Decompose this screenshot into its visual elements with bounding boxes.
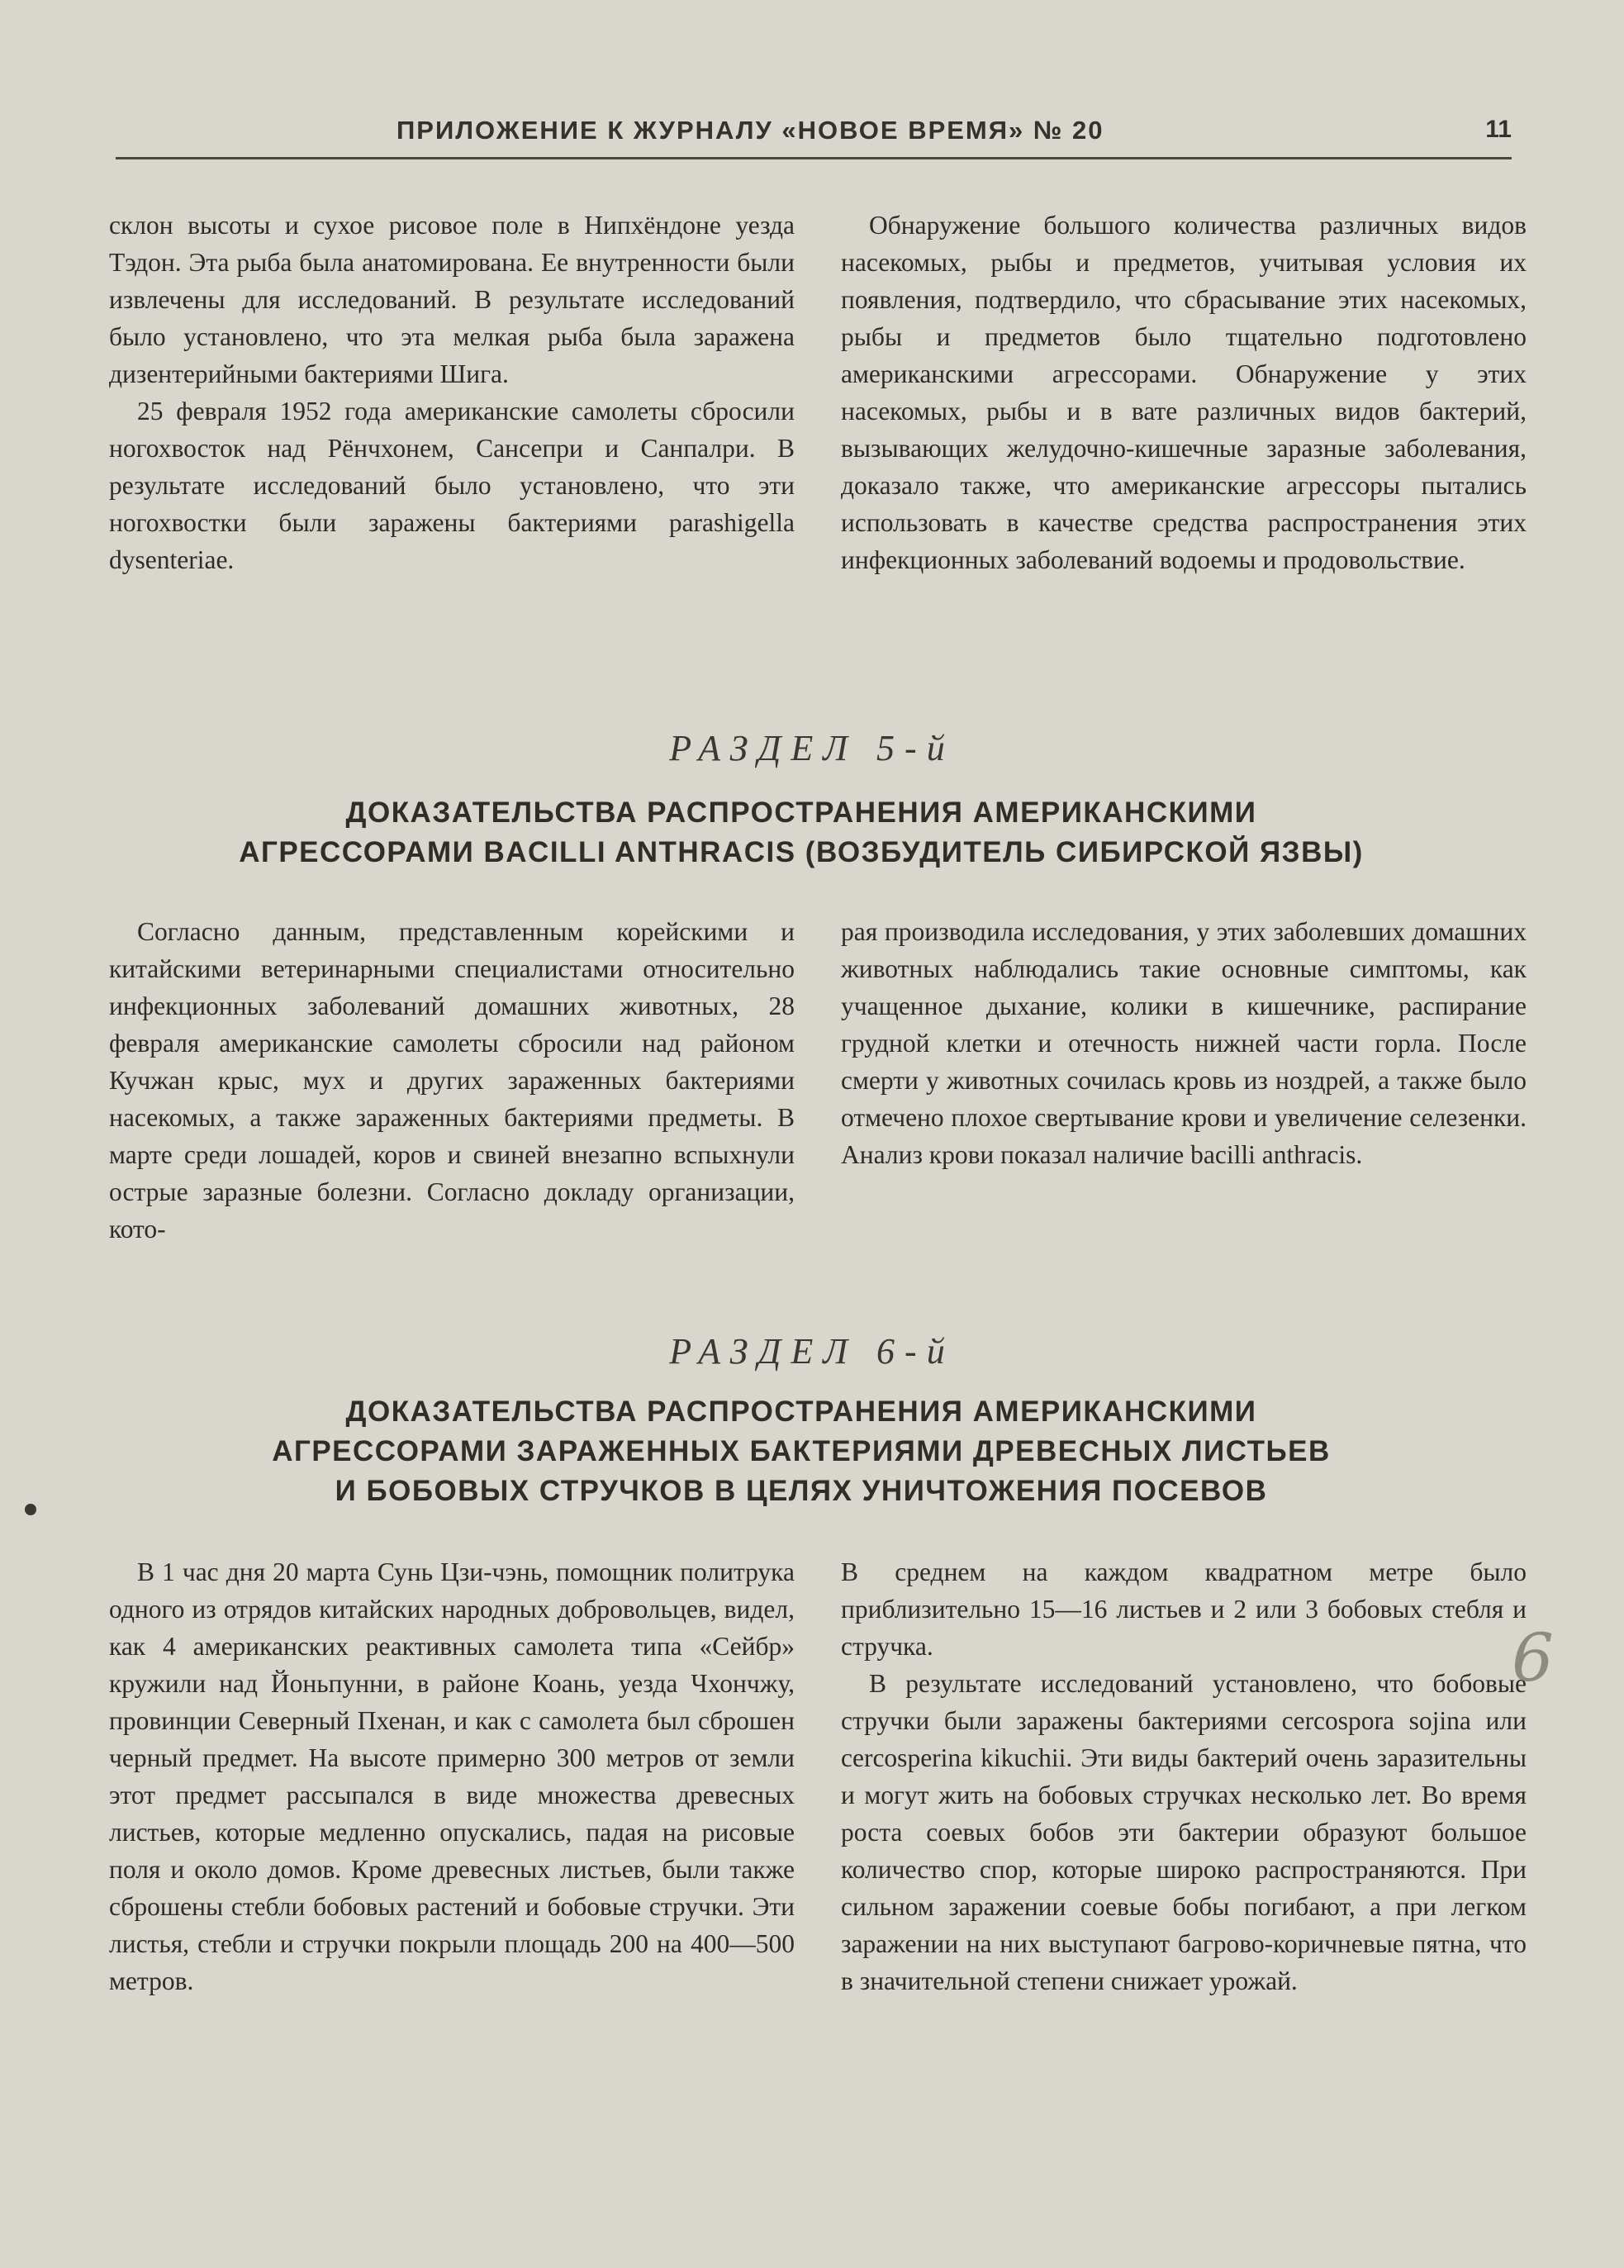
heading-line: И БОБОВЫХ СТРУЧКОВ В ЦЕЛЯХ УНИЧТОЖЕНИЯ ПОСЕВОВ: [335, 1475, 1268, 1507]
section-5-heading: [165, 793, 1437, 872]
paragraph: 25 февраля 1952 года американские самолеты сбросили ногохвосток над Рёнчхонем, Сансепри и Санпалри. В результате исследований было установлено, что эти ногохвостки были заражены бактериями parashigella dysenteriae.: [109, 397, 795, 574]
section-5-right-column: [841, 913, 1527, 1173]
heading-line: АГРЕССОРАМИ BACILLI ANTHRACIS (ВОЗБУДИТЕЛЬ СИБИРСКОЙ ЯЗВЫ): [239, 836, 1364, 868]
paragraph: рая производила исследования, у этих заболевших домашних животных наблюдались такие основные симптомы, как учащенное дыхание, колики в кишечнике, распирание грудной клетки и отечность нижней части горла. После смерти у животных сочилась кровь из ноздрей, а также было отмечено плохое свертывание крови и увеличение селезенки. Анализ крови показал наличие bacilli anthracis.: [841, 917, 1527, 1169]
paragraph: В среднем на каждом квадратном метре было приблизительно 15—16 листьев и 2 или 3 бобовых стебля и стручка.: [841, 1557, 1527, 1661]
handwritten-page-mark: 6: [1512, 1619, 1554, 1696]
heading-line: ДОКАЗАТЕЛЬСТВА РАСПРОСТРАНЕНИЯ АМЕРИКАНСКИМИ: [345, 1396, 1257, 1428]
heading-line: АГРЕССОРАМИ ЗАРАЖЕННЫХ БАКТЕРИЯМИ ДРЕВЕСНЫХ ЛИСТЬЕВ: [272, 1435, 1331, 1467]
ink-dot: [25, 1504, 36, 1515]
paragraph: склон высоты и сухое рисовое поле в Нипхёндоне уезда Тэдон. Эта рыба была анатомирована. Ее внутренности были извлечены для исследований. В результате исследований было установлено, что эта мелкая рыба была заражена дизентерийными бактериями Шига.: [109, 211, 795, 388]
paragraph: Согласно данным, представленным корейскими и китайскими ветеринарными специалистами относительно инфекционных заболеваний домашних животных, 28 февраля американские самолеты сбросили над районом Кучжан крыс, мух и других зараженных бактериями насекомых, а также зараженных бактериями предметы. В марте среди лошадей, коров и свиней внезапно вспыхнули острые заразные болезни. Согласно докладу организации, кото-: [109, 917, 795, 1243]
page-number: 11: [1485, 116, 1512, 143]
heading-line: ДОКАЗАТЕЛЬСТВА РАСПРОСТРАНЕНИЯ АМЕРИКАНСКИМИ: [345, 796, 1257, 829]
paragraph: В результате исследований установлено, что бобовые стручки были заражены бактериями cercospora sojina или cercosperina kikuchii. Эти виды бактерий очень заразительны и могут жить на бобовых стручках несколько лет. Во время роста соевых бобов эти бактерии образуют большое количество спор, которые широко распространяются. При сильном заражении соевые бобы погибают, а при легком заражении на них выступают багрово-коричневые пятна, что в значительной степени снижает урожай.: [841, 1669, 1527, 1995]
section-6-label: РАЗДЕЛ 6-й: [669, 1331, 955, 1372]
intro-left-column: [109, 207, 795, 578]
section-6-heading: [165, 1392, 1437, 1511]
paragraph: В 1 час дня 20 марта Сунь Цзи-чэнь, помощник политрука одного из отрядов китайских народных добровольцев, видел, как 4 американских реактивных самолета типа «Сейбр» кружили над Йоньпунни, в районе Коань, уезда Чхончжу, провинции Северный Пхенан, и как с самолета был сброшен черный предмет. На высоте примерно 300 метров от земли этот предмет рассыпался в виде множества древесных листьев, которые медленно опускались, падая на рисовые поля и около домов. Кроме древесных листьев, были также сброшены стебли бобовых растений и бобовые стручки. Эти листья, стебли и стручки покрыли площадь 200 на 400—500 метров.: [109, 1557, 795, 1995]
section-6-right-column: [841, 1553, 1527, 1999]
section-6-left-column: [109, 1553, 795, 1999]
section-5-label: РАЗДЕЛ 5-й: [669, 728, 955, 768]
running-header: [116, 116, 1512, 159]
intro-right-column: [841, 207, 1527, 578]
journal-title: ПРИЛОЖЕНИЕ К ЖУРНАЛУ «НОВОЕ ВРЕМЯ» № 20: [397, 116, 1104, 145]
section-5-left-column: [109, 913, 795, 1248]
paragraph: Обнаружение большого количества различных видов насекомых, рыбы и предметов, учитывая условия их появления, подтвердило, что сбрасывание этих насекомых, рыбы и предметов было тщательно подготовлено американскими агрессорами. Обнаружение у этих насекомых, рыбы и в вате различных видов бактерий, вызывающих желудочно-кишечные заразные заболевания, доказало также, что американские агрессоры пытались использовать в качестве средства распространения этих инфекционных заболеваний водоемы и продовольствие.: [841, 211, 1527, 574]
